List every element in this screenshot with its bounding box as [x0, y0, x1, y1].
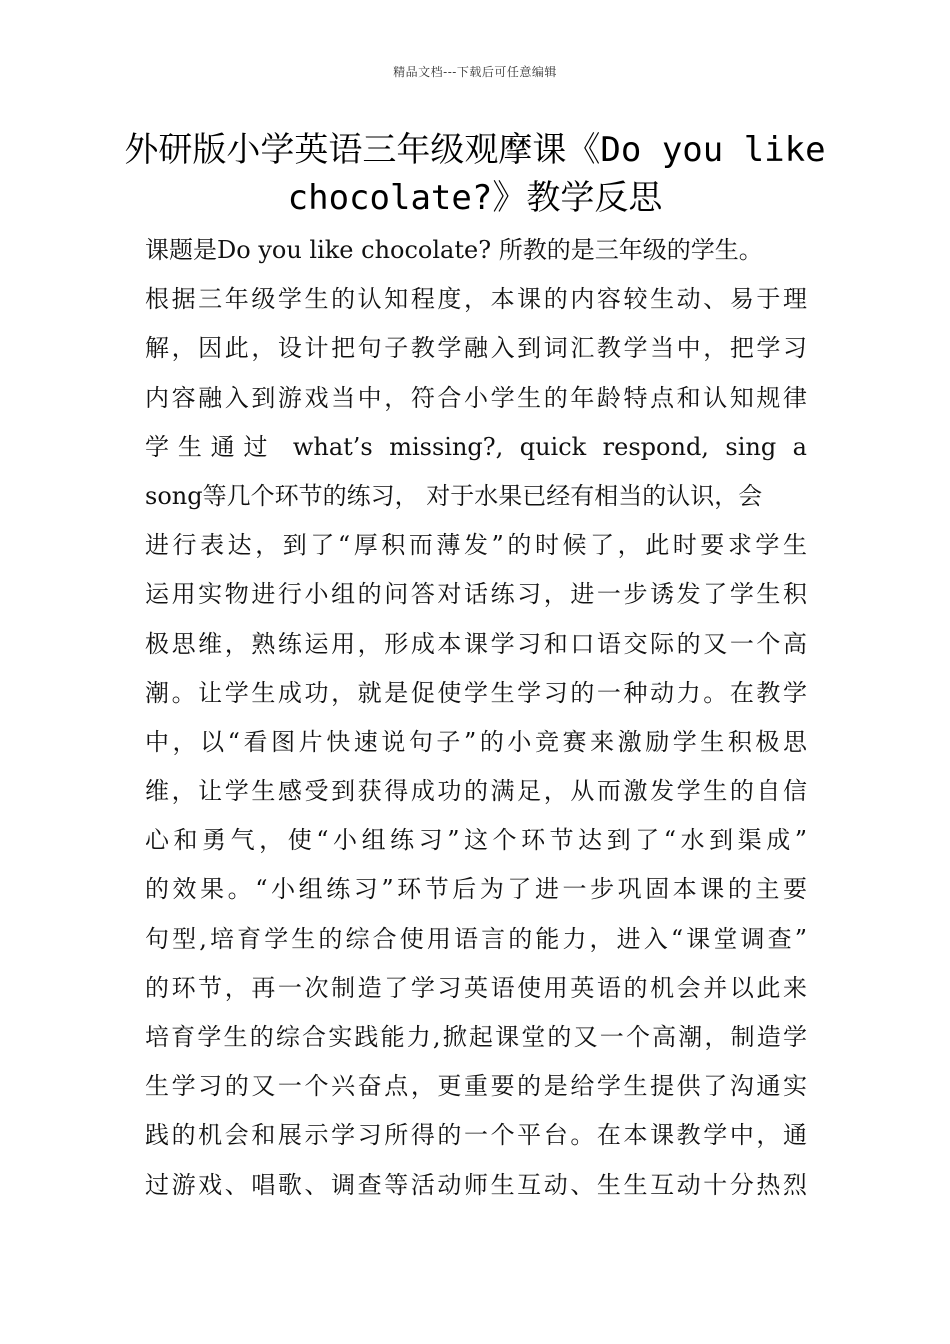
- body-line: 维，让学生感受到获得成功的满足，从而激发学生的自信: [145, 777, 807, 806]
- body-line: 课题是Do you like chocolate? 所教的是三年级的学生。: [145, 236, 763, 264]
- body-line: 潮。让学生成功，就是促使学生学习的一种动力。在教学: [145, 678, 807, 707]
- body-line: 内容融入到游戏当中，符合小学生的年龄特点和认知规律: [145, 383, 807, 412]
- body-line: 进行表达，到了“厚积而薄发”的时候了，此时要求学生: [145, 531, 807, 560]
- body-text: [145, 226, 807, 1210]
- body-line: 极思维，熟练运用，形成本课学习和口语交际的又一个高: [145, 629, 807, 658]
- body-line: 解，因此，设计把句子教学融入到词汇教学当中，把学习: [145, 334, 807, 363]
- document-title: 外研版小学英语三年级观摩课《Do you like chocolate?》教学反思: [124, 130, 826, 218]
- body-line: 践的机会和展示学习所得的一个平台。在本课教学中，通: [145, 1121, 807, 1150]
- body-line: 的环节，再一次制造了学习英语使用英语的机会并以此来: [145, 973, 807, 1002]
- body-line: 过游戏、唱歌、调查等活动师生互动、生生互动十分热烈: [145, 1170, 807, 1199]
- body-line: song等几个环节的练习， 对于水果已经有相当的认识，会: [145, 481, 763, 510]
- body-line: 学生通过 what’s missing?, quick respond, sing a: [145, 432, 807, 461]
- body-line: 根据三年级学生的认知程度，本课的内容较生动、易于理: [145, 285, 807, 314]
- header-note: 精品文档---下载后可任意编辑: [393, 65, 557, 79]
- body-line: 培育学生的综合实践能力,掀起课堂的又一个高潮，制造学: [145, 1023, 807, 1051]
- body-line: 的效果。“小组练习”环节后为了进一步巩固本课的主要: [145, 875, 807, 904]
- body-line: 中，以“看图片快速说句子”的小竞赛来激励学生积极思: [145, 727, 807, 756]
- body-line: 句型,培育学生的综合使用语言的能力，进入“课堂调查”: [145, 924, 807, 953]
- body-line: 运用实物进行小组的问答对话练习，进一步诱发了学生积: [145, 580, 807, 609]
- body-line: 心和勇气，使“小组练习”这个环节达到了“水到渠成”: [145, 826, 807, 855]
- body-line: 生学习的又一个兴奋点，更重要的是给学生提供了沟通实: [145, 1072, 807, 1101]
